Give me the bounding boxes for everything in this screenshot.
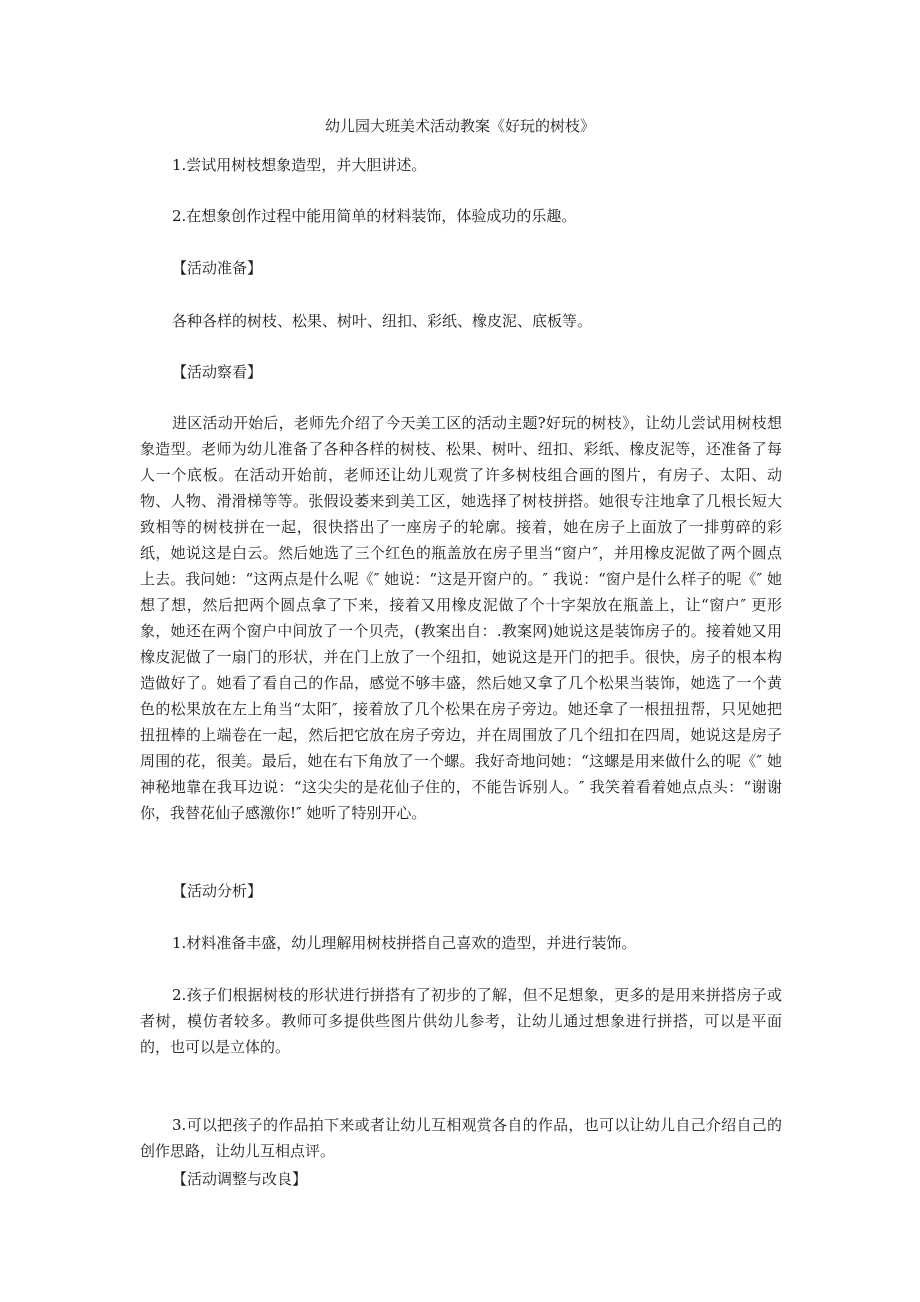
- heading-analysis: 【活动分析】: [172, 882, 263, 900]
- document-title: 幼儿园大班美术活动教案《好玩的树枝》: [324, 117, 595, 135]
- goal-1: 1.尝试用树枝想象造型，并大胆讲述。: [172, 156, 427, 174]
- analysis-3: 3.可以把孩子的作品拍下来或者让幼儿互相观赏各自的作品，也可以让幼儿自己介绍自己的创作思路，让幼儿互相点评。: [140, 1116, 782, 1160]
- goal-2: 2.在想象创作过程中能用简单的材料装饰，体验成功的乐趣。: [172, 207, 577, 225]
- prepare-text: 各种各样的树枝、松果、树叶、纽扣、彩纸、橡皮泥、底板等。: [172, 312, 593, 330]
- heading-prepare: 【活动准备】: [172, 259, 263, 277]
- observe-text: 进区活动开始后，老师先介绍了今天美工区的活动主题?好玩的树枝》，让幼儿尝试用树枝想象造型。老师为幼儿准备了各种各样的树枝、松果、树叶、纽扣、彩纸、橡皮泥等，还准备了每人一个底板。在活动开始前，老师还让幼儿观赏了许多树枝组合画的图片，有房子、太阳、动物、人物、滑滑梯等等。张假设萎来到美工区，她选择了树枝拼搭。她很专注地拿了几根长短大致相等的树枝拼在一起，很快搭出了一座房子的轮廓。接着，她在房子上面放了一排剪碎的彩纸，她说这是白云。然后她选了三个红色的瓶盖放在房子里当“窗户″，并用橡皮泥做了两个圆点上去。我问她：“这两点是什么呢《″ 她说：“这是开窗户的。″ 我说：“窗户是什么样子的呢《″ 她想了想，然后把两个圆点拿了下来，接着又用橡皮泥做了个十字架放在瓶盖上，让“窗户″ 更形象，她还在两个窗户中间放了一个贝壳，(教案出自：.教案网)她说这是装饰房子的。接着她又用橡皮泥做了一扇门的形状，并在门上放了一个纽扣，她说这是开门的把手。很快，房子的根本构造做好了。她看了看自己的作品，感觉不够丰盛，然后她又拿了几个松果当装饰，她选了一个黄色的松果放在左上角当“太阳″，接着放了几个松果在房子旁边。她还拿了一根扭扭帮，只见她把扭扭棒的上端卷在一起，然后把它放在房子旁边，并在周围放了几个纽扣在四周，她说这是房子周围的花，很美。最后，她在右下角放了一个螺。我好奇地问她：“这螺是用来做什么的呢《″ 她神秘地靠在我耳边说：“这尖尖的是花仙子住的，不能告诉别人。″ 我笑着看着她点点头：“谢谢你，我替花仙子感激你!″ 她听了特别开心。: [140, 414, 782, 822]
- analysis-2: 2.孩子们根据树枝的形状进行拼搭有了初步的了解，但不足想象，更多的是用来拼搭房子或者树，模仿者较多。教师可多提供些图片供幼儿参考，让幼儿通过想象进行拼搭，可以是平面的，也可以是立体的。: [140, 986, 782, 1056]
- analysis-1: 1.材料准备丰盛，幼儿理解用树枝拼搭自己喜欢的造型，并进行装饰。: [172, 934, 637, 952]
- heading-adjust: 【活动调整与改良】: [172, 1170, 308, 1188]
- heading-observe: 【活动察看】: [172, 363, 263, 381]
